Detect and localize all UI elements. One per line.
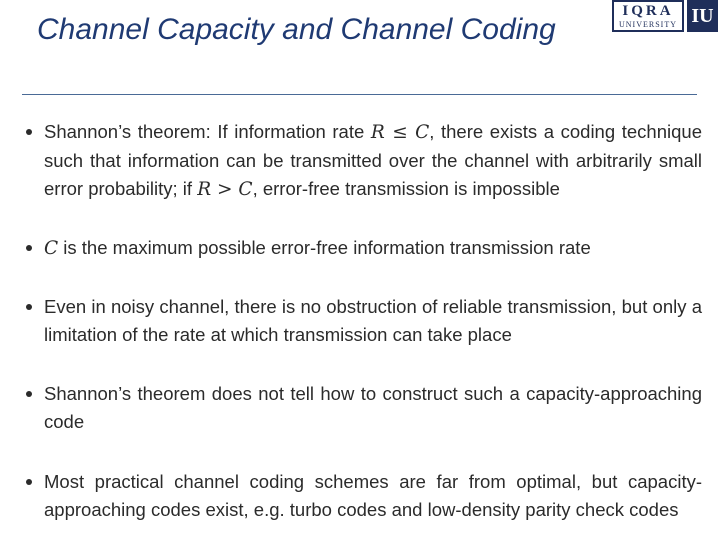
bullet-text: Most practical channel coding schemes are far from optimal, but capacity-approaching codes exist, e.g. turbo codes and low-density parity check codes [44, 471, 702, 520]
bullet-noisy-channel [22, 293, 702, 349]
bullet-dot-icon [26, 479, 32, 485]
title-divider [22, 94, 697, 95]
bullet-dot-icon [26, 304, 32, 310]
text-run: , error-free transmission is impossible [252, 178, 560, 199]
text-run: : If information rate [205, 121, 371, 142]
bullet-practical-codes [22, 468, 702, 524]
logo-mark: IU [687, 0, 718, 32]
bullet-shannon-theorem [22, 118, 702, 204]
iqra-university-logo [612, 0, 718, 32]
bullet-dot-icon [26, 129, 32, 135]
bullet-dot-icon [26, 391, 32, 397]
bullet-text: Shannon’s theorem does not tell how to construct such a capacity-approaching code [44, 383, 702, 432]
bullet-capacity-definition [22, 234, 702, 263]
math-r-le-c: R ≤ C [370, 122, 430, 143]
math-c: C [44, 238, 59, 259]
bullet-text [44, 118, 702, 204]
bullet-dot-icon [26, 245, 32, 251]
bullet-text: Even in noisy channel, there is no obstruction of reliable transmission, but only a limitation of the rate at which transmission can take place [44, 296, 702, 345]
text-run: , there exists a coding technique such that information can be transmitted over the channel with arbitrarily small error probability; if [44, 121, 702, 199]
term-shannon-theorem: Shannon’s theorem [44, 121, 206, 142]
math-r-gt-c: R > C [197, 179, 253, 200]
bullet-construction [22, 380, 702, 436]
slide-title: Channel Capacity and Channel Coding [37, 13, 556, 46]
bullet-text [44, 234, 702, 263]
logo-wordmark [612, 0, 684, 32]
text-run: is the maximum possible error-free information transmission rate [58, 237, 591, 258]
logo-text-top: IQRA [622, 3, 674, 19]
logo-text-bottom: UNIVERSITY [619, 20, 677, 29]
